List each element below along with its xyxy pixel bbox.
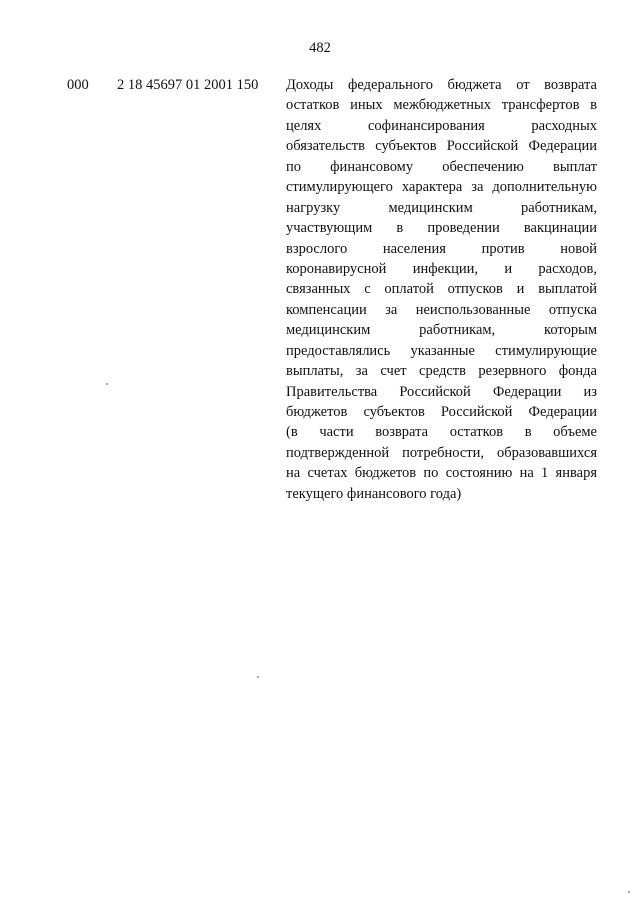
description-line: выплаты, за счет средств резервного фонда xyxy=(286,363,597,380)
description-line: медицинским работникам, которым xyxy=(286,322,597,339)
description-line: обязательств субъектов Российской Федерации xyxy=(286,138,597,155)
description-line: Правительства Российской Федерации из xyxy=(286,383,597,400)
description-line: компенсации за неиспользованные отпуска xyxy=(286,301,597,318)
description-line: на счетах бюджетов по состоянию на 1 января xyxy=(286,465,597,482)
income-classification-code: 2 18 45697 01 2001 150 xyxy=(117,77,259,93)
scan-speck xyxy=(257,676,259,678)
description-line: связанных с оплатой отпусков и выплатой xyxy=(286,281,597,298)
scan-speck xyxy=(628,891,630,893)
description-line: остатков иных межбюджетных трансфертов в xyxy=(286,97,597,114)
description-line: предоставлялись указанные стимулирующие xyxy=(286,342,597,359)
description-line: бюджетов субъектов Российской Федерации xyxy=(286,404,597,420)
description-line: взрослого населения против новой xyxy=(286,240,597,257)
description-line: подтвержденной потребности, образовавшихся xyxy=(286,444,597,461)
description-line: Доходы федерального бюджета от возврата xyxy=(286,77,597,93)
description-line: участвующим в проведении вакцинации xyxy=(286,220,597,237)
description-line: коронавирусной инфекции, и расходов, xyxy=(286,260,597,277)
description-line: нагрузку медицинским работникам, xyxy=(286,199,597,216)
admin-code: 000 xyxy=(67,77,89,93)
scan-speck xyxy=(106,383,108,385)
description-line: стимулирующего характера за дополнительную xyxy=(286,179,597,196)
description-line: (в части возврата остатков в объеме xyxy=(286,424,597,441)
income-description xyxy=(286,76,597,505)
description-line: по финансовому обеспечению выплат xyxy=(286,158,597,175)
page-number: 482 xyxy=(309,40,331,56)
description-line-last: текущего финансового года) xyxy=(286,485,462,502)
description-line: целях софинансирования расходных xyxy=(286,117,597,134)
